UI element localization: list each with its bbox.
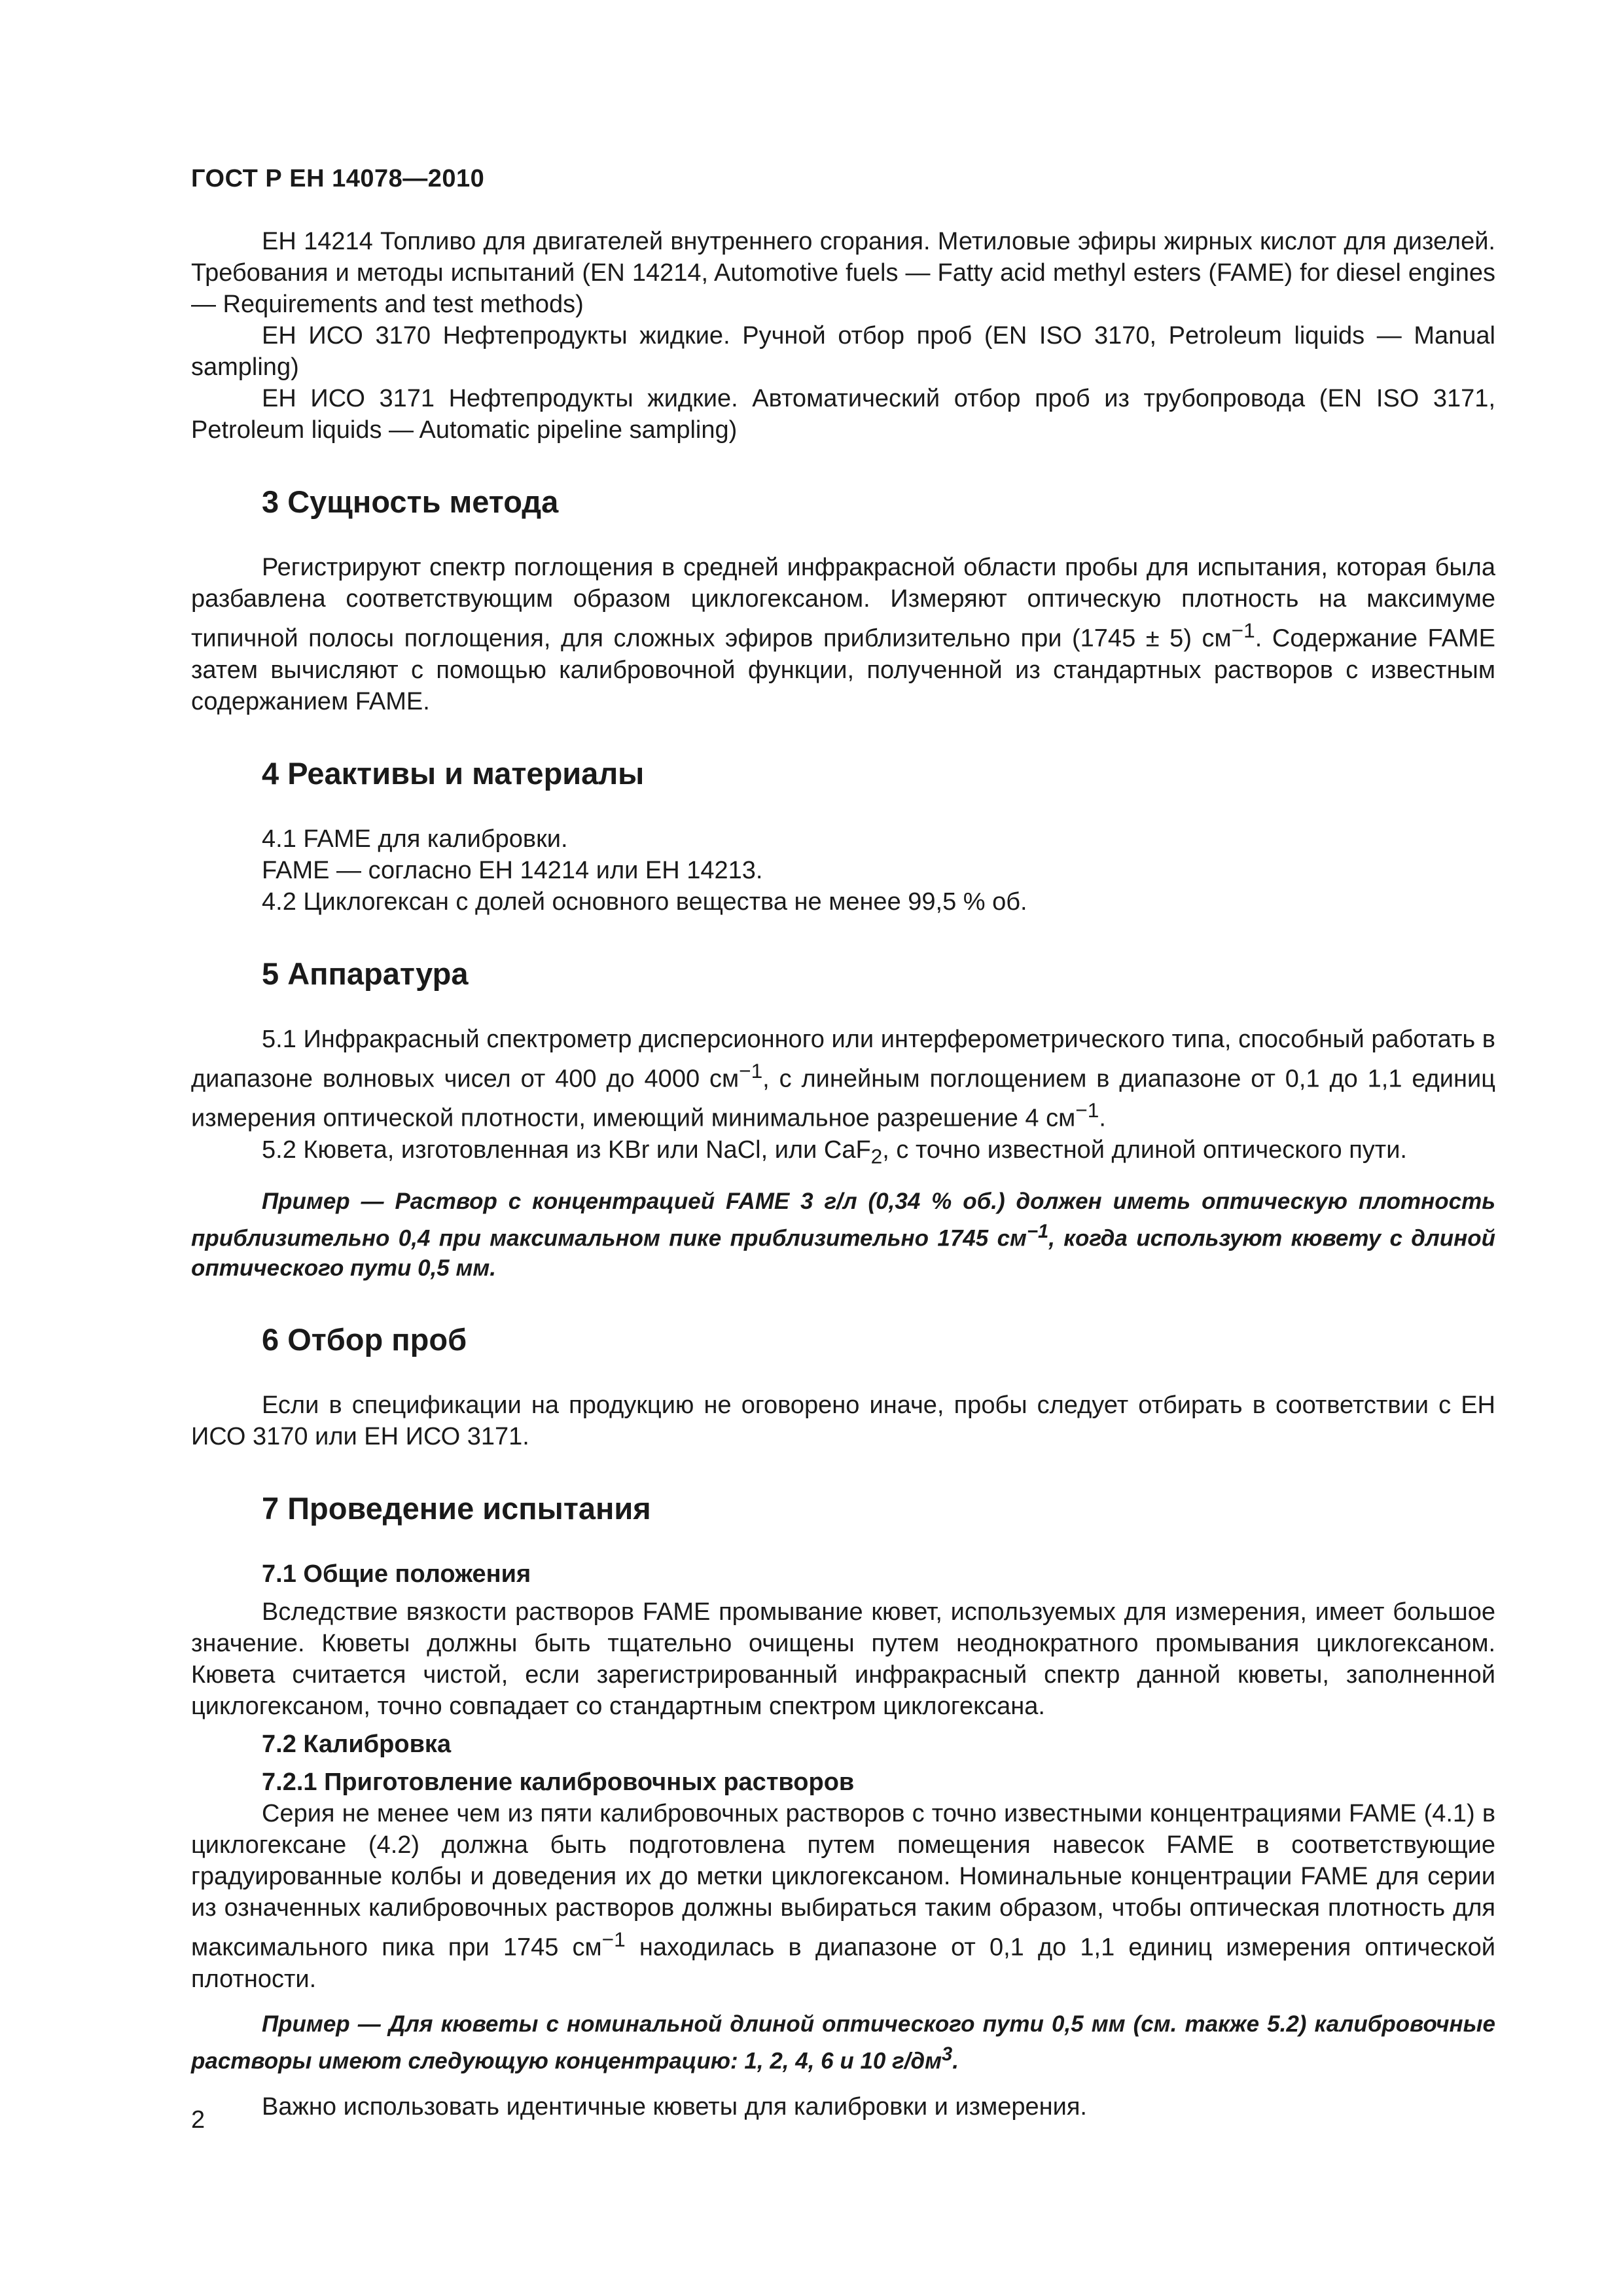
subsection-7-2-title: 7.2 Калибровка bbox=[262, 1731, 452, 1759]
subsection-7-1-paragraph: Вследствие вязкости растворов FAME промывание кювет, используемых для измерения, имеет большое значение. Кюветы должны быть тщательно очищены путем неоднократного промывания циклогексаном. Кювета считается чистой, если зарегистрированный инфракрасный спектр данной кюветы, заполненной циклогексаном, точно совпадает со стандартным спектром циклогексана. bbox=[191, 1598, 1495, 1721]
subsection-7-2-1-title: 7.2.1 Приготовление калибровочных растворов bbox=[262, 1768, 855, 1797]
section-7-title: 7 Проведение испытания bbox=[262, 1491, 651, 1526]
section-3-paragraph: Регистрируют спектр поглощения в средней инфракрасной области пробы для испытания, которая была разбавлена соответствующим образом циклогексаном. Измеряют оптическую плотность на максимуме типичной полосы поглощения, для сложных эфиров приблизительно при (1745 ± 5) $см^{-1}$. Содержание FAME затем вычисляют с помощью калибровочной функции, полученной из стандартных растворов с известным содержанием FAME. bbox=[191, 554, 1495, 715]
item-5-2: 5.2 Кювета, изготовленная из KBr или NaCl, или CaF$_2$, с точно известной длиной оптического пути. bbox=[262, 1136, 1407, 1168]
reference-en-iso-3170: ЕН ИСО 3170 Нефтепродукты жидкие. Ручной отбор проб (EN ISO 3170, Petroleum liquids — Manual sampling) bbox=[191, 322, 1495, 381]
item-4-1: 4.1 FAME для калибровки. bbox=[262, 825, 568, 853]
item-5-1: 5.1 Инфракрасный спектрометр дисперсионного или интерферометрического типа, способный работать в диапазоне волновых чисел от 400 до 4000 $см^{-1}$, с линейным поглощением в диапазоне от 0,1 до 1,1 единиц измерения оптической плотности, имеющий минимальное разрешение 4 $см^{-1}$. bbox=[191, 1025, 1495, 1132]
document-body bbox=[191, 226, 1495, 2123]
section-4-title: 4 Реактивы и материалы bbox=[262, 755, 645, 791]
item-4-2: 4.2 Циклогексан с долей основного вещества не менее 99,5 % об. bbox=[262, 888, 1027, 916]
section-6-paragraph: Если в спецификации на продукцию не оговорено иначе, пробы следует отбирать в соответствии с ЕН ИСО 3170 или ЕН ИСО 3171. bbox=[191, 1391, 1495, 1451]
subsection-7-1-title: 7.1 Общие положения bbox=[262, 1560, 531, 1588]
section-5-title: 5 Аппаратура bbox=[262, 956, 469, 991]
example-7-2-1: Пример — Для кюветы с номинальной длиной оптического пути 0,5 мм (см. также 5.2) калибровочные растворы имеют следующую концентрацию: 1, 2, 4, 6 и 10 $г/дм^3$. bbox=[191, 2011, 1495, 2074]
reference-en-iso-3171: ЕН ИСО 3171 Нефтепродукты жидкие. Автоматический отбор проб из трубопровода (EN ISO 3171, Petroleum liquids — Automatic pipeline sampling) bbox=[191, 385, 1495, 444]
item-4-1-note: FAME — согласно ЕН 14214 или ЕН 14213. bbox=[262, 856, 763, 884]
example-5: Пример — Раствор с концентрацией FAME 3 г/л (0,34 % об.) должен иметь оптическую плотность приблизительно 0,4 при максимальном пике приблизительно 1745 $см^{-1}$, когда используют кювету с длиной оптического пути 0,5 мм. bbox=[191, 1188, 1495, 1282]
section-3-title: 3 Сущность метода bbox=[262, 484, 559, 519]
reference-en-14214: ЕН 14214 Топливо для двигателей внутреннего сгорания. Метиловые эфиры жирных кислот для дизелей. Требования и методы испытаний (EN 14214, Automotive fuels — Fatty acid methyl esters (FAME) for diesel engines — Requirements and test methods) bbox=[191, 228, 1495, 318]
page-number: 2 bbox=[191, 2106, 205, 2134]
section-6-title: 6 Отбор проб bbox=[262, 1322, 467, 1357]
final-note: Важно использовать идентичные кюветы для калибровки и измерения. bbox=[262, 2092, 1087, 2121]
document-header: ГОСТ Р ЕН 14078—2010 bbox=[191, 165, 485, 192]
subsection-7-2-1-paragraph: Серия не менее чем из пяти калибровочных растворов с точно известными концентрациями FAME (4.1) в циклогексане (4.2) должна быть подготовлена путем помещения навесок FAME в соответствующие градуированные колбы и доведения их до метки циклогексаном. Номинальные концентрации FAME для серии из означенных калибровочных растворов должны выбираться таким образом, чтобы оптическая плотность для максимального пика при 1745 $см^{-1}$ находилась в диапазоне от 0,1 до 1,1 единиц измерения оптической плотности. bbox=[191, 1800, 1495, 1993]
